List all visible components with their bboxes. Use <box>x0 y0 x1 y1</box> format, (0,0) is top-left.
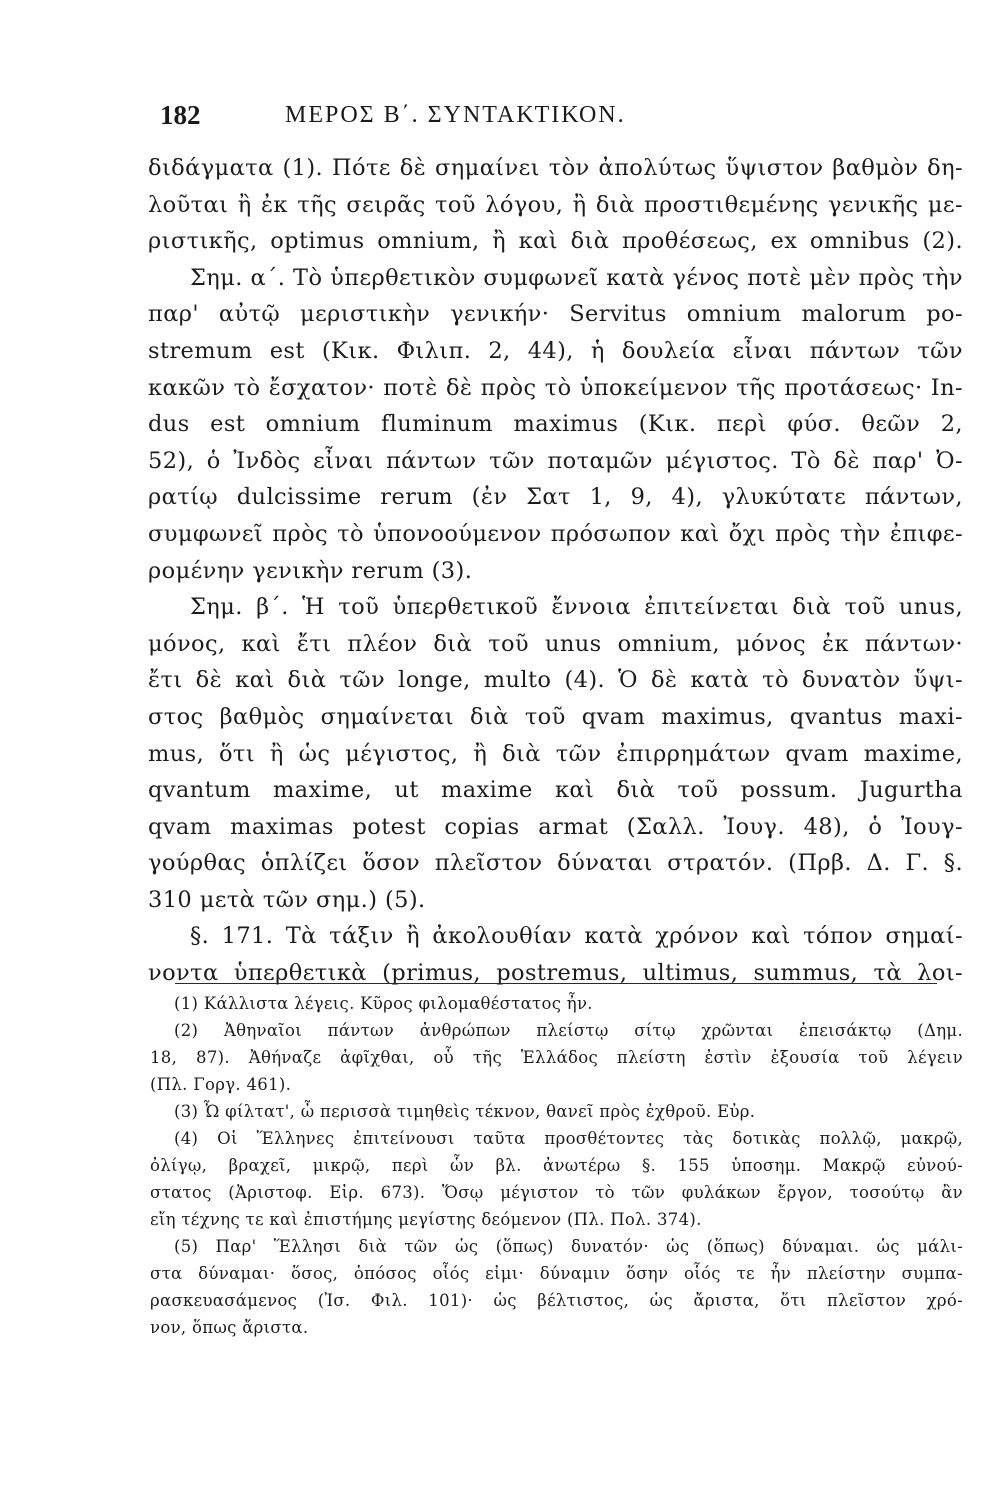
note-heading-line: Σημ. α΄. Τὸ ὑπερθετικὸν συμφωνεῖ κατὰ γένος ποτὲ μὲν πρὸς τὴν <box>190 264 963 291</box>
main-text <box>148 150 963 992</box>
section-heading-line: §. 171. Τὰ τάξιν ἢ ἀκολουθίαν κατὰ χρόνον καὶ τόπον σημαί- <box>190 923 963 950</box>
text-line: qvantum maxime, ut maxime καὶ διὰ τοῦ possum. Jugurtha <box>148 777 963 804</box>
running-title: ΜΕΡΟΣ Β΄. ΣΥΝΤΑΚΤΙΚΟΝ. <box>285 102 626 128</box>
text-line: στος βαθμὸς σημαίνεται διὰ τοῦ qvam maximus, qvantus maxi- <box>148 703 963 730</box>
text-line: ἔτι δὲ καὶ διὰ τῶν longe, multo (4). Ὁ δὲ κατὰ τὸ δυνατὸν ὕψι- <box>148 667 963 694</box>
text-line: ριστικῆς, optimus omnium, ἢ καὶ διὰ προθέσεως, ex omnibus (2). <box>148 228 963 255</box>
footnote-line: (Πλ. Γοργ. 461). <box>150 1075 292 1094</box>
footnote-line: (3) Ὦ φίλτατ', ὦ περισσὰ τιμηθεὶς τέκνον, θανεῖ πρὸς ἐχθροῦ. Εὐρ. <box>174 1102 756 1121</box>
text-line: 310 μετὰ τῶν σημ.) (5). <box>148 886 426 913</box>
text-line: διδάγματα (1). Πότε δὲ σημαίνει τὸν ἀπολύτως ὕψιστον βαθμὸν δη- <box>148 155 963 181</box>
text-line: γούρθας ὁπλίζει ὅσον πλεῖστον δύναται στρατόν. (Πρβ. Δ. Γ. §. <box>148 850 963 877</box>
text-line: μόνος, καὶ ἔτι πλέον διὰ τοῦ unus omnium, μόνος ἐκ πάντων· <box>148 630 963 657</box>
footnote-divider <box>175 983 937 984</box>
footnote-line: (4) Οἱ Ἕλληνες ἐπιτείνουσι ταῦτα προσθέτοντες τὰς δοτικὰς πολλῷ, μακρῷ, <box>174 1129 963 1148</box>
text-line: ρατίῳ dulcissime rerum (ἐν Σατ 1, 9, 4), γλυκύτατε πάντων, <box>148 484 963 511</box>
footnote-line: στα δύναμαι· ὅσος, ὁπόσος οἷός εἰμι· δύναμιν ὅσην οἷός τε ἦν πλείστην συμπα- <box>150 1264 963 1283</box>
footnote-line: εἴη τέχνης τε καὶ ἐπιστήμης μεγίστης δεόμενον (Πλ. Πολ. 374). <box>150 1210 702 1229</box>
footnote-line: στατος (Ἀριστοφ. Εἰρ. 673). Ὅσῳ μέγιστον τὸ τῶν φυλάκων ἔργον, τοσούτῳ ἂν <box>150 1183 963 1202</box>
text-line: stremum est (Κικ. Φιλιπ. 2, 44), ἡ δουλεία εἶναι πάντων τῶν <box>148 337 963 364</box>
text-line: qvam maximas potest copias armat (Σαλλ. Ἰουγ. 48), ὁ Ἰουγ- <box>148 813 963 840</box>
footnotes <box>150 990 963 1341</box>
text-line: ρομένην γενικὴν rerum (3). <box>148 557 473 584</box>
note-heading-line: Σημ. β΄. Ἡ τοῦ ὑπερθετικοῦ ἔννοια ἐπιτείνεται διὰ τοῦ unus, <box>190 594 963 621</box>
text-line: κακῶν τὸ ἔσχατον· ποτὲ δὲ πρὸς τὸ ὑποκείμενον τῆς προτάσεως· In- <box>148 374 963 401</box>
text-line: συμφωνεῖ πρὸς τὸ ὑπονοούμενον πρόσωπον καὶ ὄχι πρὸς τὴν ἐπιφε- <box>148 520 963 547</box>
text-line: λοῦται ἢ ἐκ τῆς σειρᾶς τοῦ λόγου, ἢ διὰ προστιθεμένης γενικῆς με- <box>148 191 963 218</box>
text-line: παρ' αὐτῷ μεριστικὴν γενικήν· Servitus omnium malorum po- <box>148 301 963 328</box>
footnote-line: νον, ὅπως ἄριστα. <box>150 1318 309 1337</box>
footnote-line: ὀλίγῳ, βραχεῖ, μικρῷ, περὶ ὧν βλ. ἀνωτέρω §. 155 ὑποσημ. Μακρῷ εὐνού- <box>150 1156 963 1175</box>
page-header <box>160 100 955 140</box>
footnote-line: 18, 87). Ἀθήναζε ἀφῖχθαι, οὗ τῆς Ἑλλάδος πλείστη ἐστὶν ἐξουσία τοῦ λέγειν <box>150 1048 963 1067</box>
text-line: νοντα ὑπερθετικὰ (primus, postremus, ultimus, summus, τὰ λοι- <box>148 960 963 987</box>
footnote-line: (5) Παρ' Ἕλλησι διὰ τῶν ὡς (ὅπως) δυνατόν· ὡς (ὅπως) δύναμαι. ὡς μάλι- <box>174 1237 963 1256</box>
page-number: 182 <box>160 100 201 130</box>
footnote-line: (1) Κάλλιστα λέγεις. Κῦρος φιλομαθέστατος ἦν. <box>174 994 593 1013</box>
footnote-line: (2) Ἀθηναῖοι πάντων ἀνθρώπων πλείστῳ σίτῳ χρῶνται ἐπεισάκτῳ (Δημ. <box>174 1021 963 1040</box>
text-line: dus est omnium fluminum maximus (Κικ. περὶ φύσ. θεῶν 2, <box>148 411 963 438</box>
text-line: 52), ὁ Ἰνδὸς εἶναι πάντων τῶν ποταμῶν μέγιστος. Τὸ δὲ παρ' Ὀ- <box>148 447 963 474</box>
footnote-line: ρασκευασάμενος (Ἰσ. Φιλ. 101)· ὡς βέλτιστος, ὡς ἄριστα, ὅτι πλεῖστον χρό- <box>150 1291 963 1310</box>
text-line: mus, ὅτι ἢ ὡς μέγιστος, ἢ διὰ τῶν ἐπιρρημάτων qvam maxime, <box>148 740 963 767</box>
